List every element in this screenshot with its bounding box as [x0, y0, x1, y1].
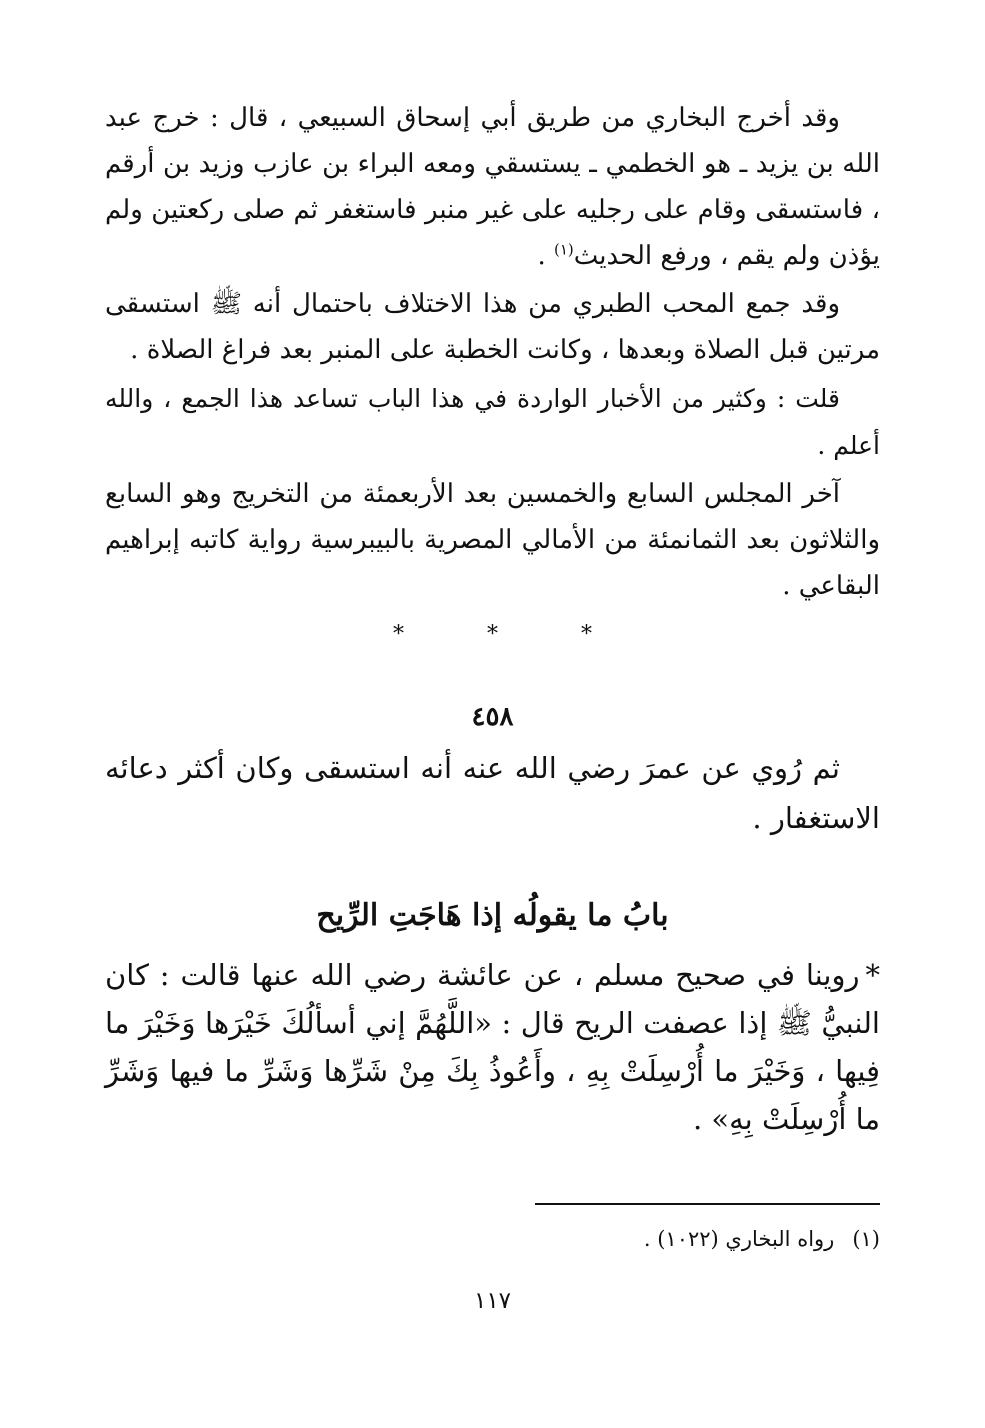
chapter-title: بابُ ما يقولُه إذا هَاجَتِ الرِّيح — [316, 898, 669, 933]
hadith-intro: ثم رُوي عن عمرَ رضي الله عنه أنه استسقى وكان أكثر دعائه الاستغفار . — [105, 751, 880, 835]
paragraph-text: وقد أخرج البخاري من طريق أبي إسحاق السبيعي ، قال : خرج عبد الله بن يزيد ـ هو الخطمي ـ يستسقي ومعه البراء بن عازب وزيد بن أرقم ، فاستسقى وقام على رجليه على غير منبر فاستغفر ثم صلى ركعتين ولم يؤذن ولم يقم ، ورفع الحديث — [105, 103, 880, 271]
section-separator: * * * — [393, 622, 630, 647]
footnote-mark: (١) — [852, 1227, 880, 1251]
footnote-divider — [535, 1203, 880, 1205]
hadith-body — [105, 951, 880, 1143]
page — [105, 95, 880, 1345]
hadith-number: ٤٥٨ — [471, 702, 514, 732]
hadith-star: * — [865, 958, 880, 992]
hadith-body-text: روينا في صحيح مسلم ، عن عائشة رضي الله عنها قالت : كان النبيُّ ﷺ إذا عصفت الريح قال : «اللَّهُمَّ إني أسألُكَ خَيْرَها وَخَيْرَ ما فِيها ، وَخَيْرَ ما أُرْسِلَتْ بِهِ ، وأَعُوذُ بِكَ مِنْ شَرِّها وَشَرِّ ما فيها وَشَرِّ ما أُرْسِلَتْ بِهِ» . — [105, 958, 880, 1136]
paragraph-author-comment: قلت : وكثير من الأخبار الواردة في هذا الباب تساعد هذا الجمع ، والله أعلم . — [105, 384, 880, 460]
footnote — [380, 1223, 880, 1255]
paragraph-tabari-reconciliation: وقد جمع المحب الطبري من هذا الاختلاف باحتمال أنه ﷺ استسقى مرتين قبل الصلاة وبعدها ، وكانت الخطبة على المنبر بعد فراغ الصلاة . — [105, 289, 880, 365]
paragraph-bukhari-narration — [105, 95, 880, 279]
page-number: ١١٧ — [473, 1288, 512, 1314]
paragraph-end: . — [537, 241, 554, 271]
paragraph-session-end: آخر المجلس السابع والخمسين بعد الأربعمئة من التخريج وهو السابع والثلاثون بعد الثمانمئة من الأمالي المصرية بالبيبرسية رواية كاتبه إبراهيم البقاعي . — [105, 479, 880, 601]
footnote-text: رواه البخاري (١٠٢٢) . — [643, 1227, 835, 1251]
footnote-reference[interactable]: (١) — [553, 240, 574, 259]
